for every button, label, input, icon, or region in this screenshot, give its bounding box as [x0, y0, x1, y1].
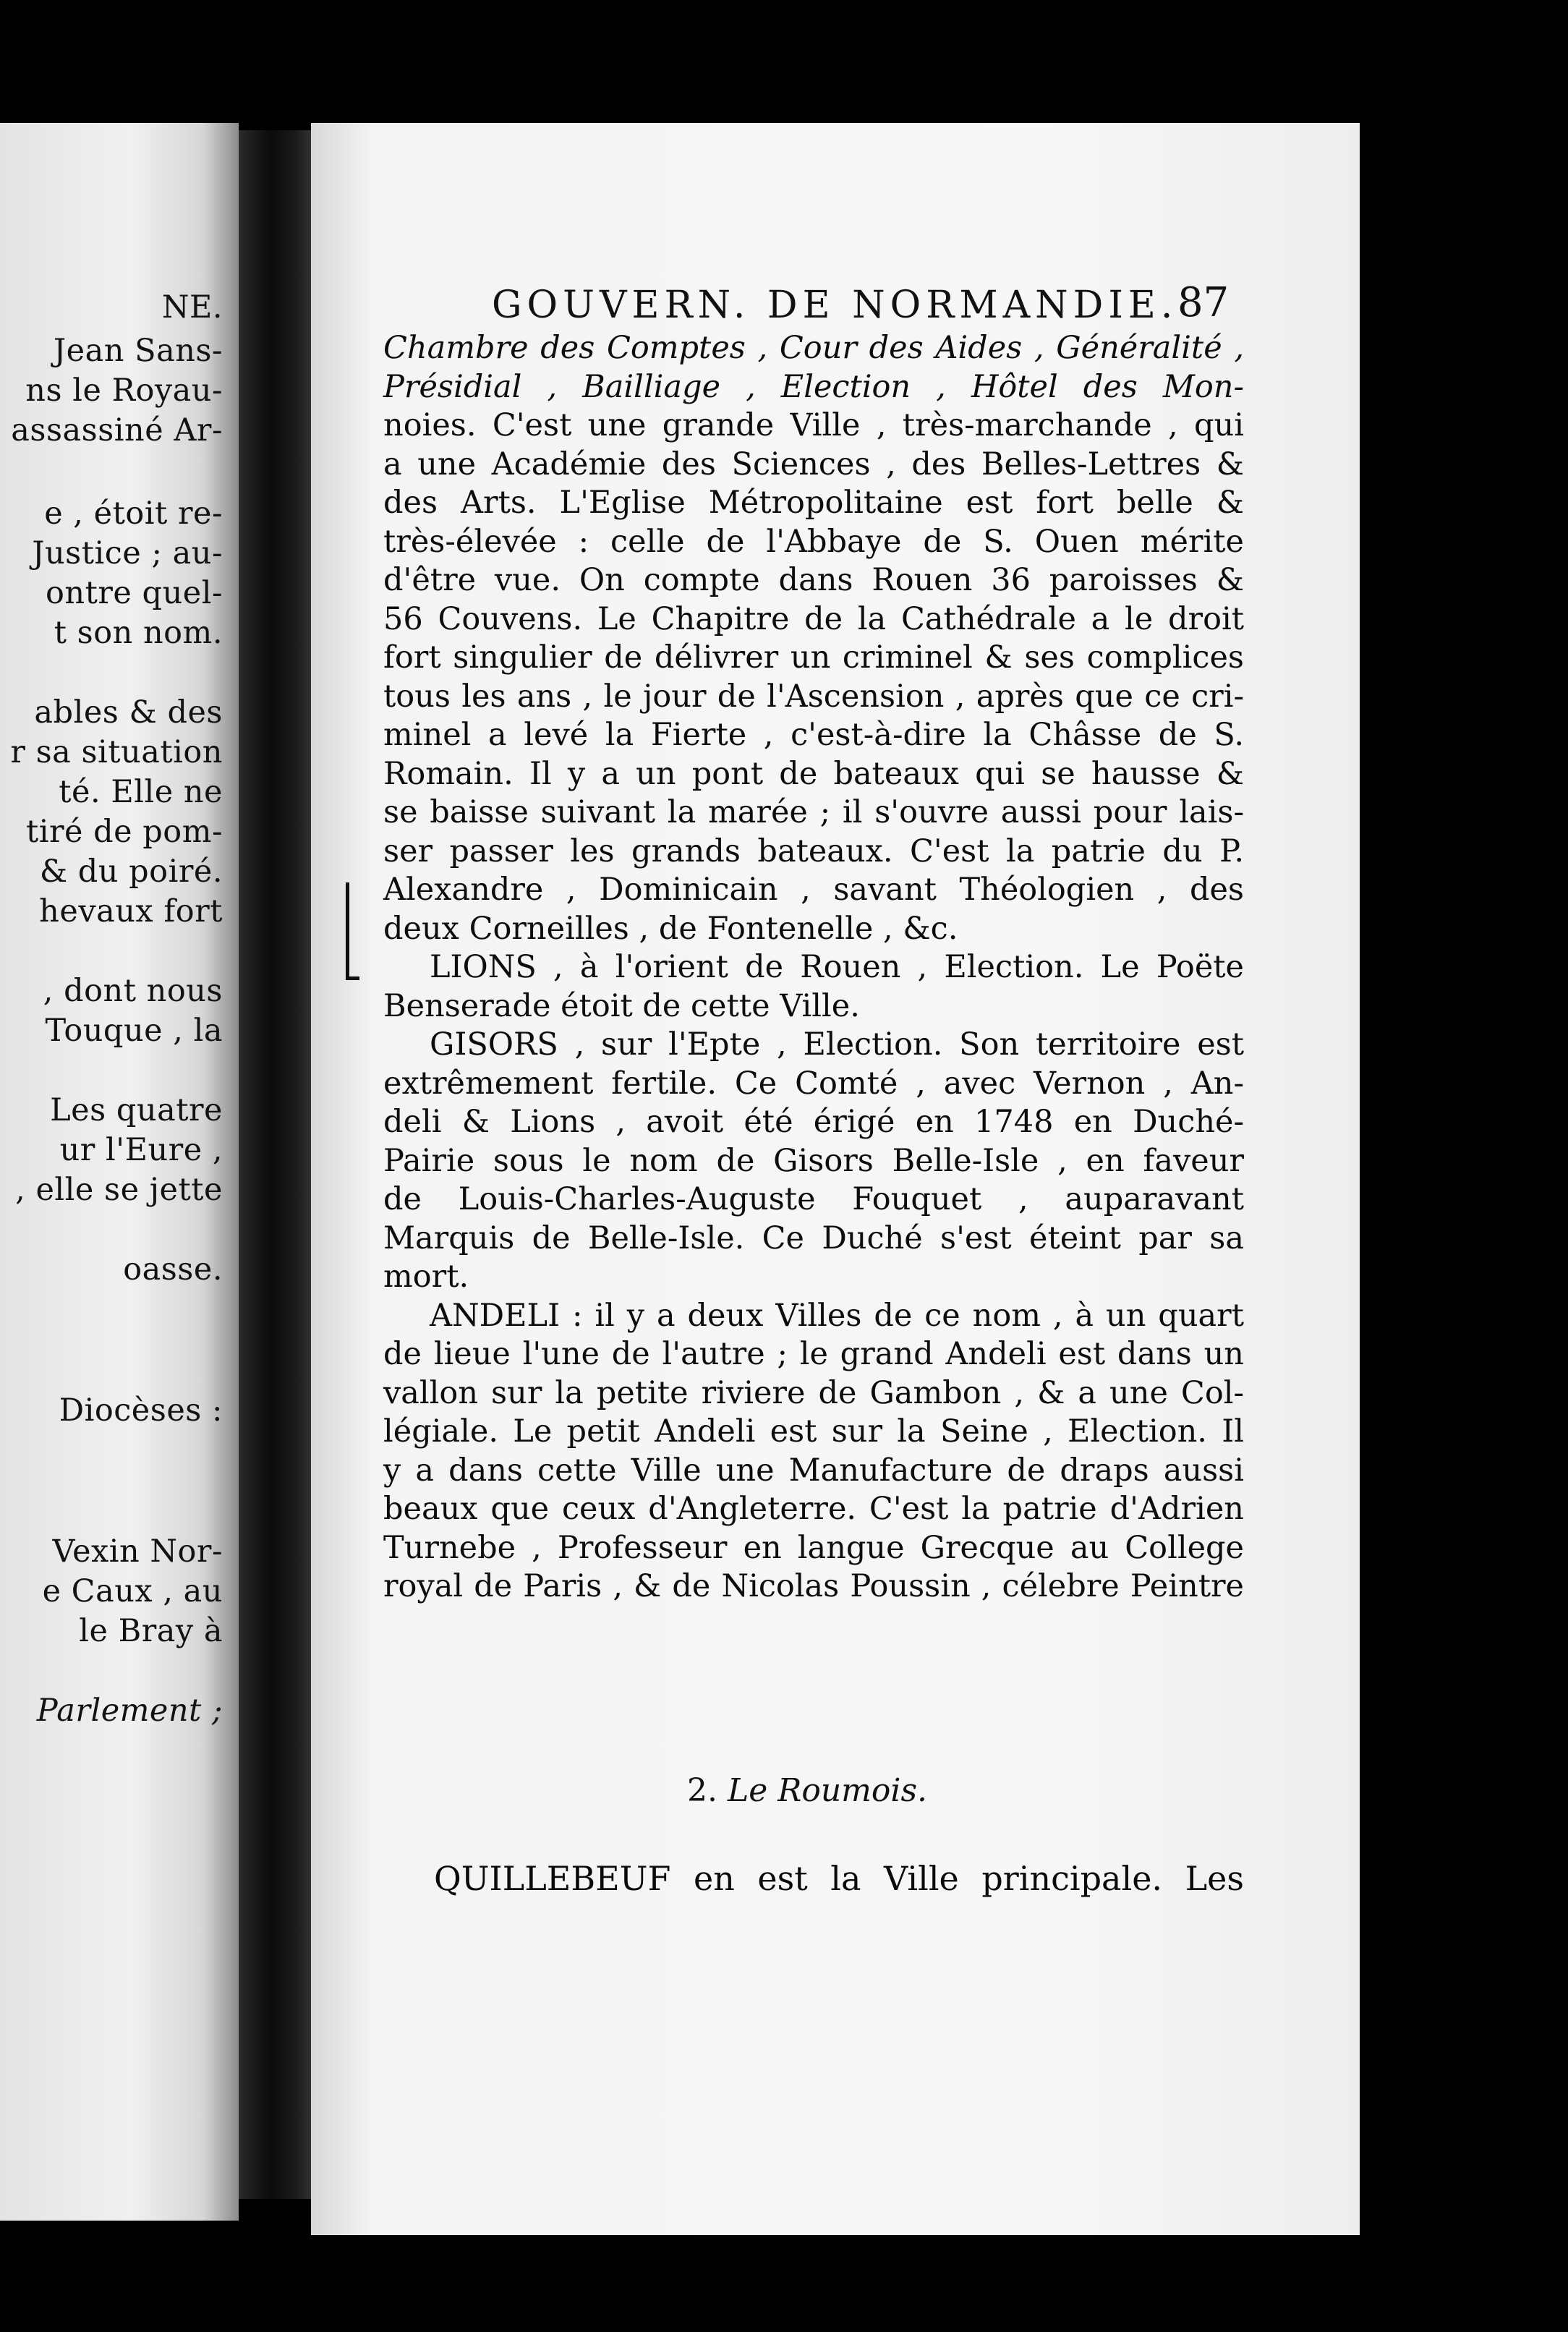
text-line: légiale. Le petit Andeli est sur la Seine , Election. Il [383, 1413, 1244, 1450]
left-line: le Bray à [79, 1613, 223, 1649]
margin-mark [346, 882, 359, 980]
left-line: ur l'Eure , [59, 1132, 223, 1168]
text-line: de lieue l'une de l'autre ; le grand Andeli est dans un [383, 1336, 1244, 1372]
text-line: d'être vue. On compte dans Rouen 36 paroisses & [383, 562, 1244, 598]
body-text [383, 329, 1244, 1607]
left-line: tiré de pom- [25, 814, 223, 850]
text-line: a une Académie des Sciences , des Belles-Lettres & [383, 446, 1244, 482]
text-line: vallon sur la petite riviere de Gambon , & a une Col- [383, 1374, 1244, 1411]
left-line: Justice ; au- [32, 535, 223, 571]
text-line: Chambre des Comptes , Cour des Aides , Généralité , [383, 330, 1244, 366]
text-line: Pairie sous le nom de Gisors Belle-Isle , en faveur [383, 1142, 1244, 1179]
left-line: ontre quel- [46, 575, 223, 611]
left-line: Diocèses : [59, 1392, 223, 1429]
text-line: deli & Lions , avoit été érigé en 1748 en Duché- [383, 1104, 1244, 1140]
text-line: fort singulier de délivrer un criminel & ses complices [383, 639, 1244, 676]
text-line: Turnebe , Professeur en langue Grecque au College [383, 1529, 1244, 1566]
text-line: Présidial , Bailliage , Election , Hôtel des Mon- [383, 368, 1244, 405]
text-line: Alexandre , Dominicain , savant Théologien , des [383, 872, 1244, 908]
text-line: se baisse suivant la marée ; il s'ouvre aussi pour lais- [383, 794, 1244, 830]
left-line: Les quatre [50, 1092, 223, 1128]
text-line: y a dans cette Ville une Manufacture de draps aussi [383, 1452, 1244, 1489]
text-line: très-élevée : celle de l'Abbaye de S. Ouen mérite [383, 523, 1244, 560]
text-line: de Louis-Charles-Auguste Fouquet , auparavant [383, 1181, 1244, 1217]
text-line: beaux que ceux d'Angleterre. C'est la patrie d'Adrien [383, 1491, 1244, 1527]
left-line: ns le Royau- [25, 373, 223, 409]
left-line: , elle se jette [15, 1172, 223, 1208]
text-line: Romain. Il y a un pont de bateaux qui se hausse & [383, 755, 1244, 792]
text-line: QUILLEBEUF en est la Ville principale. Les [434, 1859, 1244, 1898]
text-line: extrêmement fertile. Ce Comté , avec Vernon , An- [383, 1065, 1244, 1102]
text-line: noies. C'est une grande Ville , très-marchande , qui [383, 407, 1244, 443]
text-line: 56 Couvens. Le Chapitre de la Cathédrale a le droit [383, 600, 1244, 637]
text-line: LIONS , à l'orient de Rouen , Election. Le Poëte [430, 949, 1244, 985]
text-line: ANDELI : il y a deux Villes de ce nom , à un quart [430, 1297, 1244, 1334]
section-number: 2. [687, 1772, 717, 1809]
text-line: ser passer les grands bateaux. C'est la patrie du P. [383, 833, 1244, 869]
left-line: , dont nous [43, 973, 223, 1009]
left-line: t son nom. [54, 615, 223, 651]
text-line: Marquis de Belle-Isle. Ce Duché s'est éteint par sa [383, 1220, 1244, 1256]
left-line: ables & des [34, 694, 223, 731]
left-line: Touque , la [45, 1013, 223, 1049]
left-line: Parlement ; [36, 1693, 223, 1729]
left-line: e Caux , au [42, 1573, 223, 1609]
text-line: tous les ans , le jour de l'Ascension , après que ce cri- [383, 678, 1244, 715]
text-line: des Arts. L'Eglise Métropolitaine est fort belle & [383, 485, 1244, 521]
left-page [0, 123, 239, 2221]
left-line: assassiné Ar- [11, 412, 223, 448]
text-line: mort. [383, 1259, 469, 1295]
page-number: 87 [1177, 279, 1230, 326]
left-line: té. Elle ne [59, 774, 223, 810]
left-line: e , étoit re- [44, 495, 223, 532]
text-line: GISORS , sur l'Epte , Election. Son territoire est [430, 1026, 1244, 1063]
section-title: Le Roumois. [727, 1772, 928, 1809]
section-heading [687, 1772, 927, 1809]
left-line: Jean Sans- [53, 333, 223, 369]
text-line: royal de Paris , & de Nicolas Poussin , célebre Peintre [383, 1568, 1244, 1604]
left-line: NE. [161, 289, 223, 325]
left-line: Vexin Nor- [52, 1533, 223, 1570]
text-line: Benserade étoit de cette Ville. [383, 987, 860, 1024]
left-line: hevaux fort [39, 893, 223, 929]
running-head: GOUVERN. DE NORMANDIE. [492, 284, 1178, 327]
text-line: minel a levé la Fierte , c'est-à-dire la Châsse de S. [383, 717, 1244, 753]
book-gutter [239, 130, 318, 2199]
left-line: r sa situation [10, 734, 223, 770]
left-line: & du poiré. [39, 854, 223, 890]
left-line: oasse. [123, 1251, 223, 1288]
text-line: deux Corneilles , de Fontenelle , &c. [383, 910, 958, 947]
